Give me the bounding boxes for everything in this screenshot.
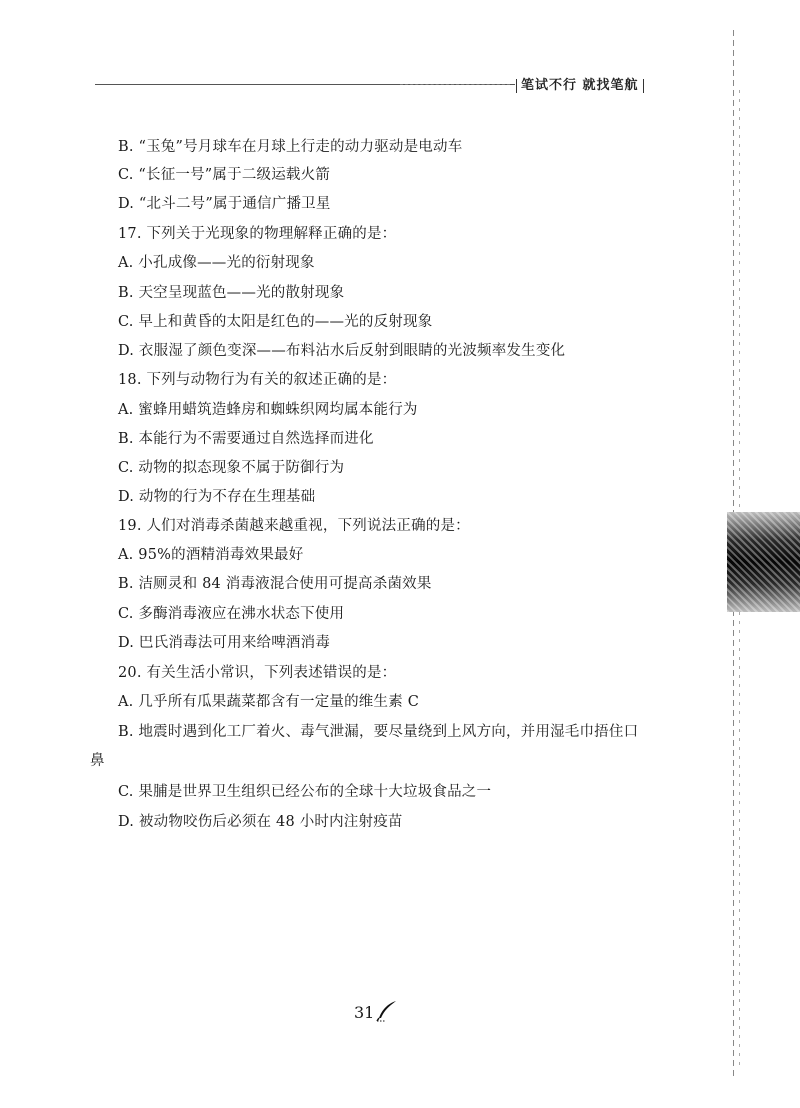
header-brand-text: 笔试不行 就找笔航 [521, 78, 639, 93]
header-dotted-rule [400, 84, 510, 85]
question-stem: 18. 下列与动物行为有关的叙述正确的是： [118, 372, 397, 388]
option-line: D. 巴氏消毒法可用来给啤酒消毒 [118, 635, 331, 651]
option-line: D. 衣服湿了颜色变深——布料沾水后反射到眼睛的光波频率发生变化 [118, 343, 566, 359]
option-line: B. 地震时遇到化工厂着火、毒气泄漏，要尽量绕到上风方向，并用湿毛巾捂住口 [118, 724, 639, 740]
option-line: A. 几乎所有瓜果蔬菜都含有一定量的维生素 C [118, 694, 419, 710]
page-number: 31 [354, 1003, 375, 1022]
option-line: D. 被动物咬伤后必须在 48 小时内注射疫苗 [118, 814, 403, 830]
option-line: C. 动物的拟态现象不属于防御行为 [118, 460, 345, 476]
option-line: B. “玉兔”号月球车在月球上行走的动力驱动是电动车 [118, 139, 463, 155]
option-line: A. 蜜蜂用蜡筑造蜂房和蜘蛛织网均属本能行为 [118, 402, 418, 418]
option-line-continuation: 鼻 [90, 753, 105, 769]
option-line: B. 洁厕灵和 84 消毒液混合使用可提高杀菌效果 [118, 576, 432, 592]
option-line: C. 果脯是世界卫生组织已经公布的全球十大垃圾食品之一 [118, 784, 492, 800]
option-line: B. 天空呈现蓝色——光的散射现象 [118, 285, 345, 301]
option-line: D. 动物的行为不存在生理基础 [118, 489, 316, 505]
scan-edge-artifact [727, 512, 800, 612]
option-line: B. 本能行为不需要通过自然选择而进化 [118, 431, 374, 447]
divider-bar [643, 79, 644, 93]
option-line: C. 多酶消毒液应在沸水状态下使用 [118, 606, 345, 622]
header-brand [512, 74, 648, 93]
question-stem: 19. 人们对消毒杀菌越来越重视，下列说法正确的是： [118, 518, 470, 534]
quill-pen-icon [376, 1000, 398, 1022]
question-stem: 17. 下列关于光现象的物理解释正确的是： [118, 226, 397, 242]
question-stem: 20. 有关生活小常识，下列表述错误的是： [118, 665, 397, 681]
divider-bar [516, 79, 517, 93]
option-line: C. 早上和黄昏的太阳是红色的——光的反射现象 [118, 314, 433, 330]
option-line: A. 95%的酒精消毒效果最好 [118, 547, 304, 563]
option-line: D. “北斗二号”属于通信广播卫星 [118, 196, 331, 212]
option-line: A. 小孔成像——光的衍射现象 [118, 255, 315, 271]
option-line: C. “长征一号”属于二级运载火箭 [118, 167, 331, 183]
